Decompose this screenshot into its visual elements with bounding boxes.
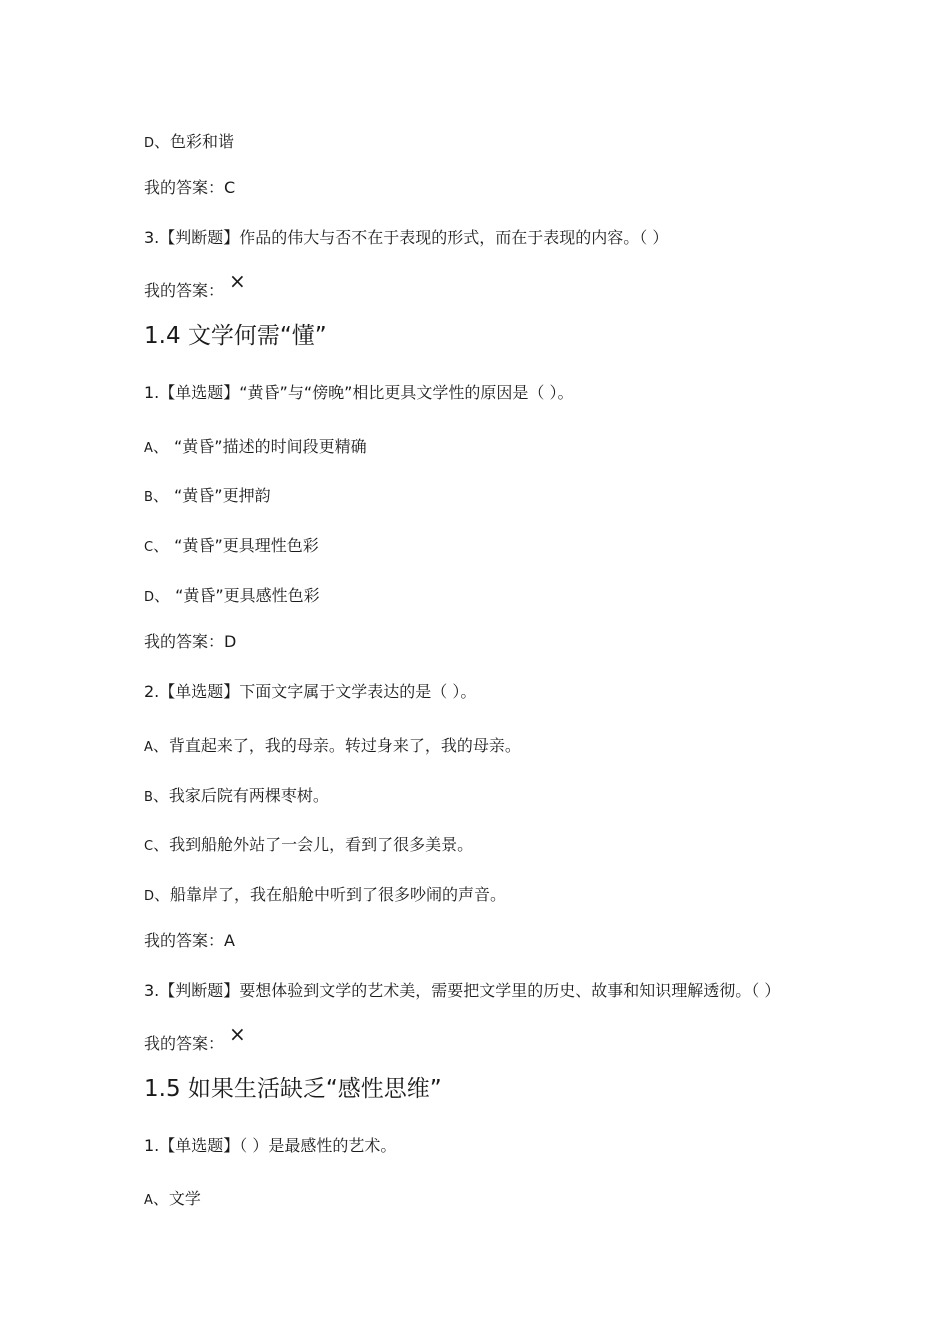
- option-d: [144, 885, 506, 907]
- option-text: 、色彩和谐: [154, 132, 235, 151]
- option-letter: D: [144, 889, 155, 904]
- option-text: 、 “黄昏”更具感性色彩: [154, 586, 320, 605]
- question-text: 3.【判断题】作品的伟大与否不在于表现的形式，而在于表现的内容。（ ）: [144, 228, 669, 247]
- option-letter: C: [144, 839, 154, 854]
- option-d: [144, 132, 234, 154]
- option-text: 、我到船舱外站了一会儿，看到了很多美景。: [153, 835, 474, 854]
- option-a: [144, 437, 367, 459]
- section-heading: 1.4 文学何需“懂”: [144, 323, 327, 349]
- wrong-mark-icon: ×: [229, 1022, 246, 1046]
- option-letter: A: [144, 441, 153, 456]
- wrong-mark-icon: ×: [229, 269, 246, 293]
- option-letter: A: [144, 740, 153, 755]
- option-letter: D: [144, 136, 155, 151]
- question-text: 3.【判断题】要想体验到文学的艺术美，需要把文学里的历史、故事和知识理解透彻。（ ）: [144, 981, 781, 1000]
- my-answer: 我的答案：C: [144, 178, 236, 197]
- option-text: 、 “黄昏”更具理性色彩: [153, 536, 319, 555]
- option-b: [144, 786, 329, 808]
- option-text: 、 “黄昏”更押韵: [152, 486, 271, 505]
- option-d: [144, 586, 320, 608]
- option-text: 、文学: [152, 1189, 201, 1208]
- question-text: 1.【单选题】“黄昏”与“傍晚”相比更具文学性的原因是（ ）。: [144, 383, 574, 402]
- question-text: 1.【单选题】（ ）是最感性的艺术。: [144, 1136, 397, 1155]
- option-letter: B: [144, 790, 153, 805]
- my-answer: 我的答案：D: [144, 632, 237, 651]
- option-text: 、我家后院有两棵枣树。: [152, 786, 329, 805]
- option-text: 、 “黄昏”描述的时间段更精确: [152, 437, 367, 456]
- option-a: [144, 736, 521, 758]
- my-answer-label: 我的答案：: [144, 281, 225, 300]
- question-text: 2.【单选题】下面文字属于文学表达的是（ ）。: [144, 682, 477, 701]
- option-text: 、船靠岸了，我在船舱中听到了很多吵闹的声音。: [154, 885, 507, 904]
- option-a: [144, 1189, 201, 1211]
- option-letter: A: [144, 1193, 153, 1208]
- option-letter: D: [144, 590, 155, 605]
- section-heading: 1.5 如果生活缺乏“感性思维”: [144, 1076, 442, 1102]
- my-answer: 我的答案：A: [144, 931, 235, 950]
- option-text: 、背直起来了，我的母亲。转过身来了，我的母亲。: [152, 736, 521, 755]
- option-c: [144, 835, 473, 857]
- my-answer-label: 我的答案：: [144, 1034, 225, 1053]
- option-b: [144, 486, 271, 508]
- option-letter: C: [144, 540, 154, 555]
- option-c: [144, 536, 319, 558]
- option-letter: B: [144, 490, 153, 505]
